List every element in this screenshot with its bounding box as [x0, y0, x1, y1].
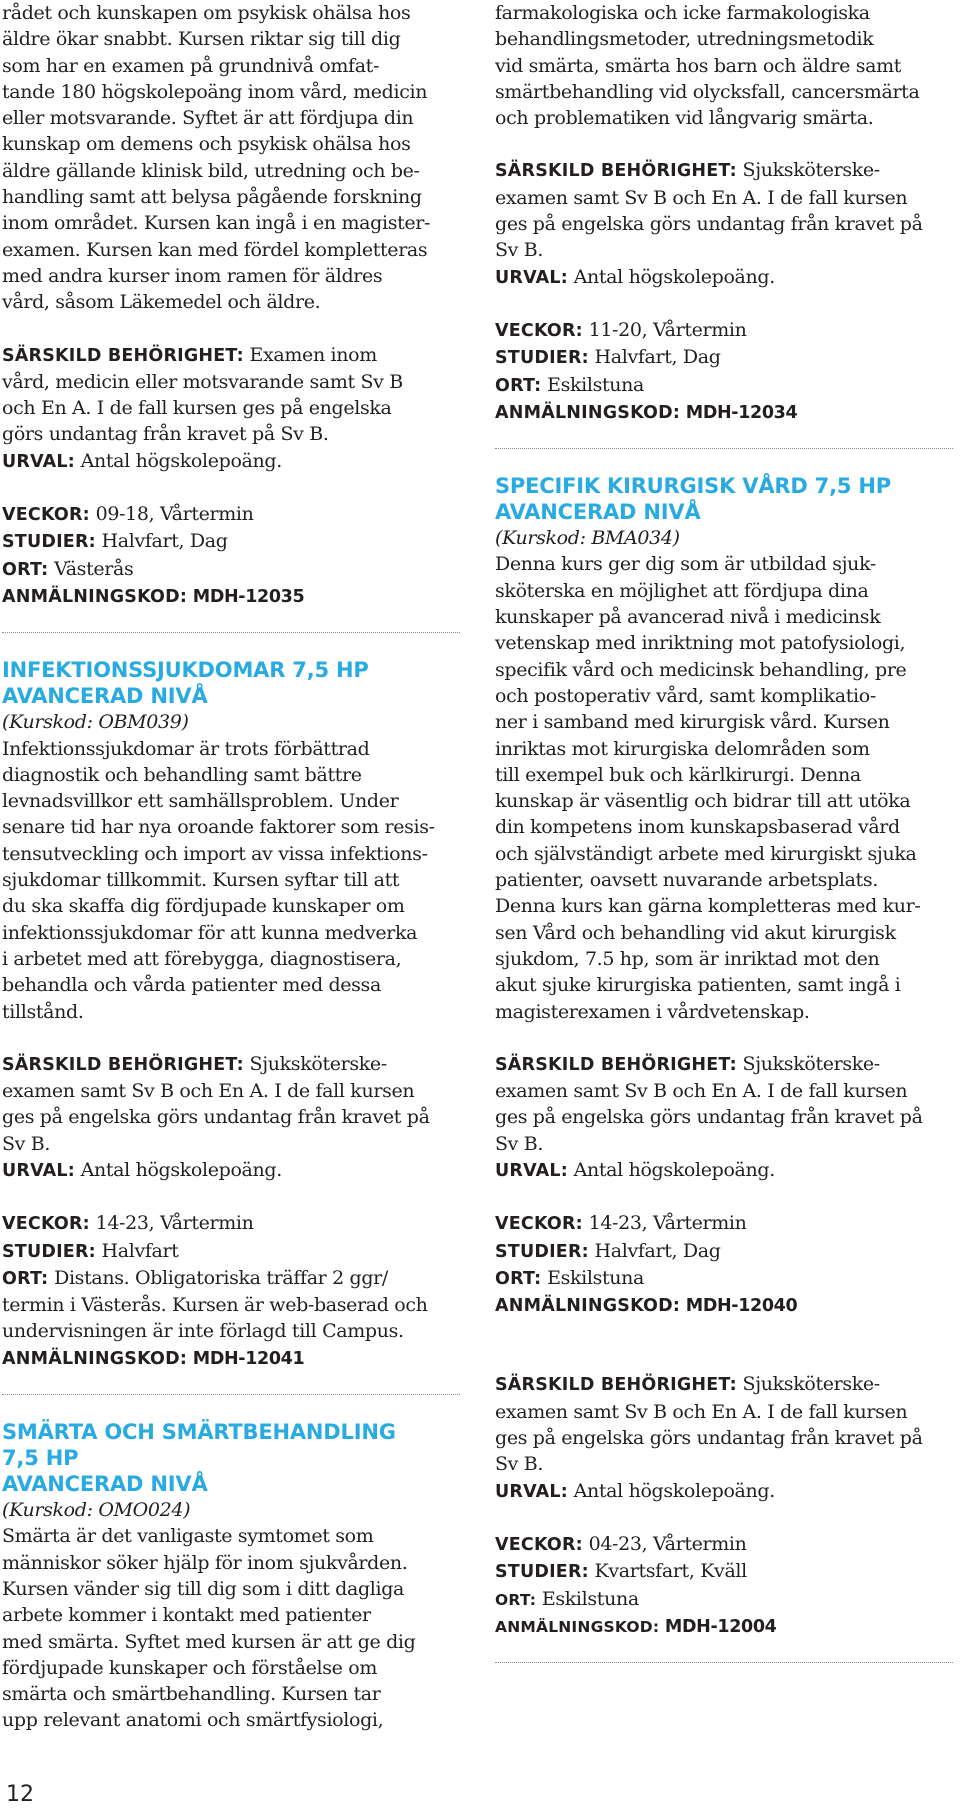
course-smarta-continued: farmakologiska och icke farmakologiska behandlingsmetoder, utredningsmetodik vid smärta, smärta hos barn och äldre samt smärtbehandling vid olycksfall, cancersmärta och problematiken vid långvarig smärta. SÄRSKILD BEHÖRIGHET: Sjuksköterske- examen samt Sv B och En A. I de fall kursen ges på engelska görs undantag från kravet på Sv B. URVAL: Antal högskolepoäng. VECKOR: 11-20, Vårtermin STUDIER: Halvfart, Dag ORT: Eskilstuna ANMÄLNINGSKOD: MDH-12034: [495, 2, 923, 423]
right-column: [495, 0, 955, 1663]
course-level: AVANCERAD NIVÅ: [2, 1472, 208, 1497]
application-code: MDH-12041: [192, 1348, 305, 1369]
application-code: MDH-12040: [685, 1296, 798, 1317]
eligibility-label: SÄRSKILD BEHÖRIGHET:: [2, 345, 244, 366]
course-title: INFEKTIONSSJUKDOMAR 7,5 HP: [2, 658, 369, 683]
course-additional-offering: SÄRSKILD BEHÖRIGHET: Sjuksköterske- examen samt Sv B och En A. I de fall kursen ges på engelska görs undantag från kravet på Sv B. URVAL: Antal högskolepoäng. VECKOR: 04-23, Vårtermin STUDIER: Kvartsfart, Kväll ORT: Eskilstuna ANMÄLNINGSKOD: MDH-12004: [495, 1373, 923, 1637]
section-divider: [495, 1662, 953, 1663]
course-level: AVANCERAD NIVÅ: [2, 684, 208, 709]
course-credits: 7,5 HP: [2, 1446, 79, 1471]
page-number: 12: [6, 1782, 34, 1807]
course-code: (Kurskod: OMO024): [2, 1499, 191, 1522]
course-level: AVANCERAD NIVÅ: [495, 500, 701, 525]
selection-label: URVAL:: [2, 451, 75, 472]
application-code: MDH-12035: [192, 586, 305, 607]
course-infektionssjukdomar: INFEKTIONSSJUKDOMAR 7,5 HP AVANCERAD NIVÅ (Kurskod: OBM039) Infektionssjukdomar är trots förbättrad diagnostik och behandling samt bättre levnadsvillkor ett samhällsproblem. Under senare tid har nya oroande faktorer som resis- tensutveckling och import av vissa infektions- sjukdomar tillkommit. Kursen syftar till att du ska skaffa dig fördjupade kunskaper om infektionssjukdomar för att kunna medverka i arbetet med att förebygga, diagnostisera, behandla och vårda patienter med dessa tillstånd. SÄRSKILD BEHÖRIGHET: Sjuksköterske- examen samt Sv B och En A. I de fall kursen ges på engelska görs undantag från kravet på Sv B. URVAL: Antal högskolepoäng. VECKOR: 14-23, Vårtermin STUDIER: Halvfart ORT: Distans. Obligatoriska träffar 2 ggr/ termin i Västerås. Kursen är web-baserad och undervisningen är inte förlagd till Campus. ANMÄLNINGSKOD: MDH-12041: [2, 657, 462, 1372]
course-intro-continued: rådet och kunskapen om psykisk ohälsa hos äldre ökar snabbt. Kursen riktar sig till dig som har en examen på grundnivå omfat- tande 180 högskolepoäng inom vård, medicin eller motsvarande. Syftet är att fördjupa din kunskap om demens och psykisk ohälsa hos äldre gällande klinisk bild, utredning och be- handling samt att belysa pågående forskning inom området. Kursen kan ingå i en magister- examen. Kursen kan med fördel kompletteras med andra kurser inom ramen för äldres vård, såsom Läkemedel och äldre.: [2, 2, 431, 314]
course-title: SMÄRTA OCH SMÄRTBEHANDLING: [2, 1420, 396, 1445]
left-column: [2, 0, 462, 1734]
course-title: SPECIFIK KIRURGISK VÅRD 7,5 HP: [495, 474, 891, 499]
eligibility-block: SÄRSKILD BEHÖRIGHET: Examen inom vård, medicin eller motsvarande samt Sv B och En A. I de fall kursen ges på engelska görs undantag från kravet på Sv B. URVAL: Antal högskolepoäng.: [2, 343, 403, 472]
course-kirurgisk-vard: SPECIFIK KIRURGISK VÅRD 7,5 HP AVANCERAD NIVÅ (Kurskod: BMA034) Denna kurs ger dig som är utbildad sjuk- sköterska en möjlighet att fördjupa dina kunskaper på avancerad nivå i medicinsk vetenskap med inriktning mot patofysiologi, specifik vård och medicinsk behandling, pre och postoperativ vård, samt komplikatio- ner i samband med kirurgisk vård. Kursen inriktas mot kirurgiska delområden som till exempel buk och kärlkirurgi. Denna kunskap är väsentlig och bidrar till att utöka din kompetens inom kunskapsbaserad vård och självständigt arbete med kirurgiskt sjuka patienter, oavsett nuvarande arbetsplats. Denna kurs kan gärna kompletteras med kur- sen Vård och behandling vid akut kirurgisk sjukdom, 7.5 hp, som är inriktad mot den akut sjuke kirurgiska patienten, samt ingå i magisterexamen i vårdvetenskap. SÄRSKILD BEHÖRIGHET: Sjuksköterske- examen samt Sv B och En A. I de fall kursen ges på engelska görs undantag från kravet på Sv B. URVAL: Antal högskolepoäng. VECKOR: 14-23, Vårtermin STUDIER: Halvfart, Dag ORT: Eskilstuna ANMÄLNINGSKOD: MDH-12040: [495, 473, 955, 1319]
application-code: MDH-12004: [664, 1616, 777, 1637]
course-smarta: SMÄRTA OCH SMÄRTBEHANDLING 7,5 HP AVANCERAD NIVÅ (Kurskod: OMO024) Smärta är det vanligaste symtomet som människor söker hjälp för inom sjukvården. Kursen vänder sig till dig som i ditt dagliga arbete kommer i kontakt med patienter med smärta. Syftet med kursen är att ge dig fördjupade kunskaper och förståelse om smärta och smärtbehandling. Kursen tar upp relevant anatomi och smärtfysiologi,: [2, 1419, 462, 1734]
course-code: (Kurskod: BMA034): [495, 527, 680, 550]
application-code: MDH-12034: [685, 402, 798, 423]
course-info-block: VECKOR: 09-18, Vårtermin STUDIER: Halvfart, Dag ORT: Västerås ANMÄLNINGSKOD: MDH-12035: [2, 503, 305, 607]
course-code: (Kurskod: OBM039): [2, 711, 189, 734]
